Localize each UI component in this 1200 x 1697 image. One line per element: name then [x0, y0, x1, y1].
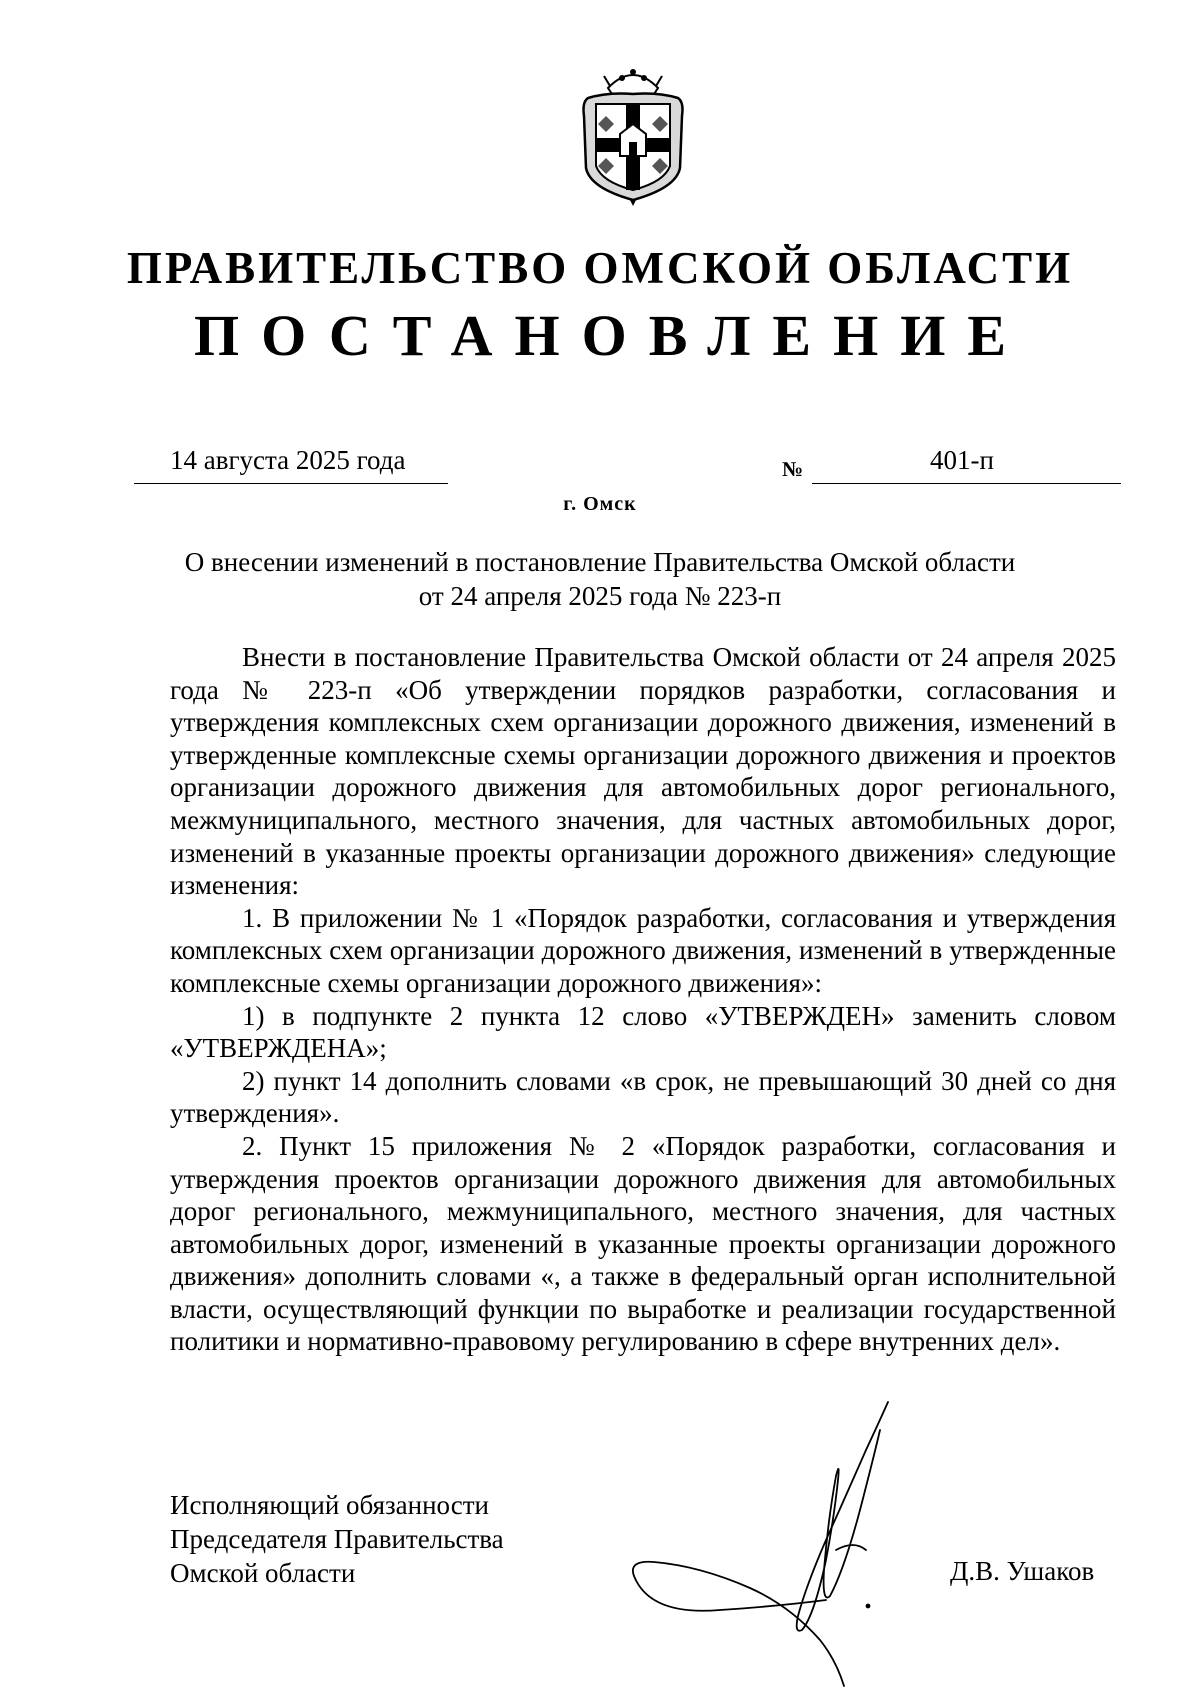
document-date: 14 августа 2025 года — [170, 445, 406, 475]
body-paragraph: 2) пункт 14 дополнить словами «в срок, не превышающий 30 дней со дня утверждения». — [170, 1065, 1116, 1129]
body-paragraph: 2. Пункт 15 приложения № 2 «Порядок разработки, согласования и утверждения проектов организации дорожного движения для автомобильных дорог регионального, межмуниципального, местного значения, для частных автомобильных дорог, изменений в указанные проекты организации дорожного движения» дополнить словами «, а также в федеральный орган исполнительной власти, осуществляющий функции по выработке и реализации государственной политики и нормативно-правовому регулированию в сфере внутренних дел». — [170, 1130, 1116, 1357]
body-paragraph: 1) в подпункте 2 пункта 12 слово «УТВЕРЖДЕН» заменить словом «УТВЕРЖДЕНА»; — [170, 1000, 1116, 1064]
org-name: ПРАВИТЕЛЬСТВО ОМСКОЙ ОБЛАСТИ — [126, 243, 1074, 293]
signer-position-line: Председателя Правительства — [170, 1524, 504, 1554]
number-sign: № — [782, 457, 804, 481]
signer-position-line: Омской области — [170, 1558, 356, 1588]
document-number: 401-п — [930, 445, 994, 475]
document-title — [150, 545, 1050, 613]
city: г. Омск — [563, 493, 637, 515]
document-title-line: О внесении изменений в постановление Правительства Омской области — [184, 547, 1016, 577]
body-paragraph: Внести в постановление Правительства Омской области от 24 апреля 2025 года № 223-п «Об утверждении порядков разработки, согласования и утверждения комплексных схем организации дорожного движения, изменений в утвержденные комплексные схемы организации дорожного движения и проектов организации дорожного движения для автомобильных дорог регионального, межмуниципального, местного значения, для частных автомобильных дорог, изменений в указанные проекты организации дорожного движения» следующие изменения: — [170, 642, 1116, 901]
handwritten-signature-icon — [630, 1390, 970, 1690]
date-field — [134, 445, 448, 484]
signer-position — [170, 1488, 570, 1590]
document-type: ПОСТАНОВЛЕНИЕ — [193, 303, 1029, 368]
document-title-line: от 24 апреля 2025 года № 223-п — [418, 581, 782, 611]
document-body — [170, 641, 1116, 1358]
omsk-region-coat-of-arms-icon — [574, 58, 692, 206]
number-field — [812, 445, 1121, 484]
signer-name: Д.В. Ушаков — [950, 1556, 1095, 1586]
body-paragraph: 1. В приложении № 1 «Порядок разработки, согласования и утверждения комплексных схем организации дорожного движения, изменений в утвержденные комплексные схемы организации дорожного движения»: — [170, 902, 1116, 998]
signer-position-line: Исполняющий обязанности — [170, 1490, 489, 1520]
